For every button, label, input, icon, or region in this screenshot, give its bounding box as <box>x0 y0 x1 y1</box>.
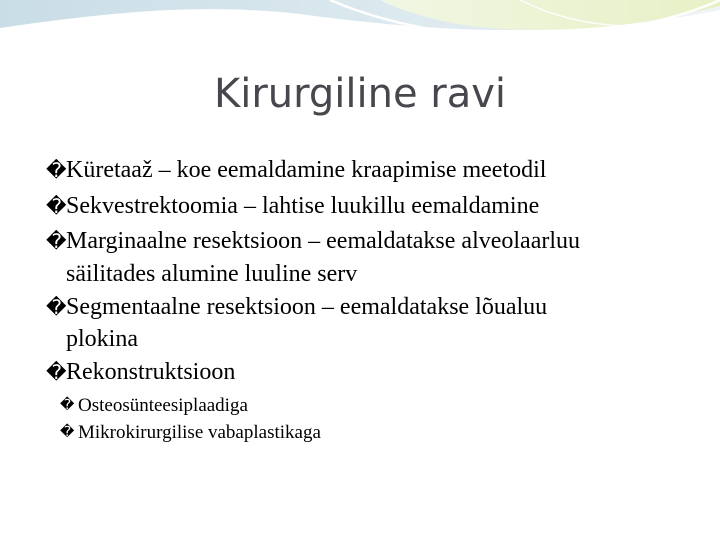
sub-bullet-text: Mikrokirurgilise vabaplastikaga <box>78 421 321 443</box>
bullet-text: Marginaalne resektsioon – eemaldatakse alveolaarluu <box>66 228 581 254</box>
bullet-item <box>46 355 696 391</box>
sub-bullet-list <box>46 392 696 446</box>
bullet-item <box>46 224 696 290</box>
bullet-item <box>46 153 696 189</box>
bullet-glyph-icon: � <box>46 294 67 319</box>
bullet-list <box>46 153 696 446</box>
bullet-glyph-icon: � <box>46 360 67 384</box>
sub-bullet-text: Osteosünteesiplaadiga <box>78 394 248 416</box>
sub-bullet-item <box>46 419 696 446</box>
bullet-text: Sekvestrektoomia – lahtise luukillu eemaldamine <box>66 192 540 219</box>
bullet-text-continuation: säilitades alumine luuline serv <box>66 260 358 287</box>
header-wave-decoration <box>0 0 720 70</box>
sub-bullet-glyph-icon: � <box>60 396 75 413</box>
bullet-glyph-icon: � <box>46 229 67 253</box>
sub-bullet-glyph-icon: � <box>60 423 75 440</box>
bullet-glyph-icon: � <box>46 193 67 218</box>
bullet-item <box>46 290 696 356</box>
bullet-text: Rekonstruktsioon <box>66 359 236 385</box>
sub-bullet-item <box>46 392 696 419</box>
slide-title: Kirurgiline ravi <box>213 71 507 117</box>
bullet-glyph-icon: � <box>46 158 67 182</box>
bullet-text: Segmentaalne resektsioon – eemaldatakse lõualuu <box>66 293 548 320</box>
bullet-item <box>46 189 696 225</box>
bullet-text-continuation: plokina <box>66 326 138 352</box>
bullet-text: Küretaaž – koe eemaldamine kraapimise meetodil <box>66 157 547 183</box>
